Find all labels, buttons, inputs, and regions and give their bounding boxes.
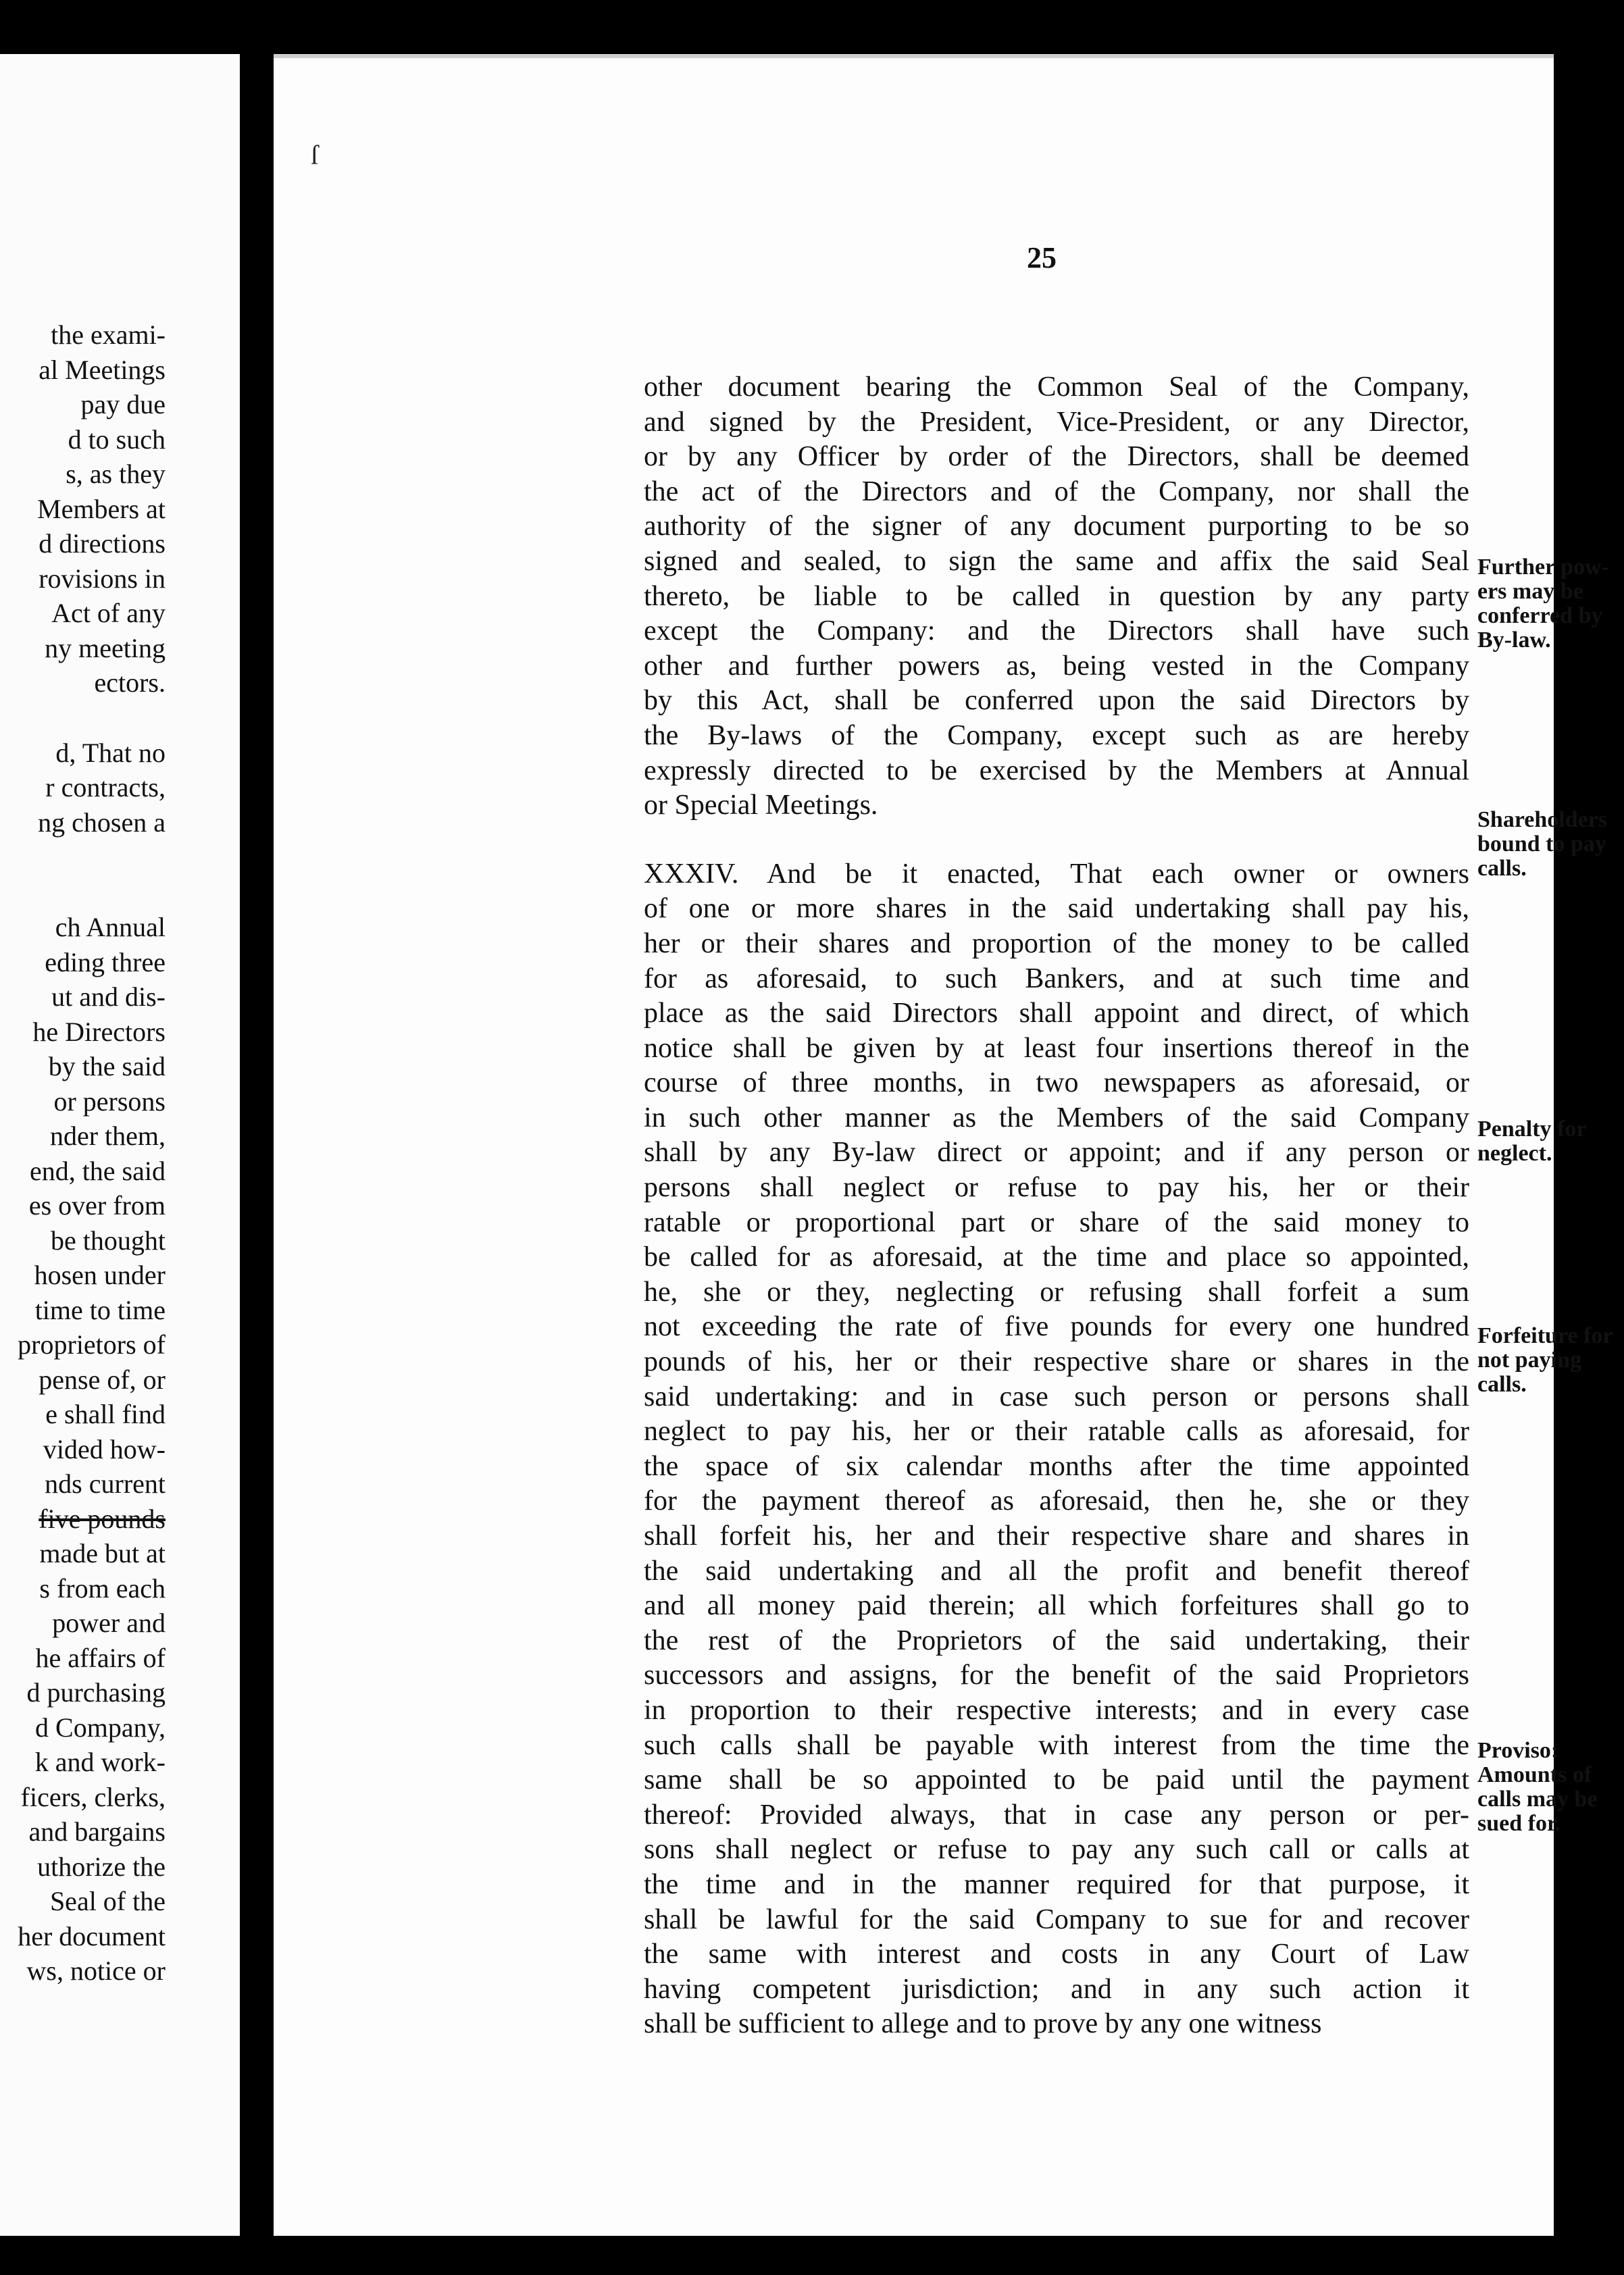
- book-gutter: [240, 54, 274, 2236]
- text-line: except the Company: and the Directors shall have such: [644, 615, 1469, 647]
- fragment-line: r contracts,: [45, 772, 166, 802]
- fragment-line: the exami-: [51, 319, 166, 350]
- text-line: or Special Meetings.: [644, 790, 878, 821]
- fragment-line: by the said: [48, 1051, 166, 1081]
- text-line: signed and sealed, to sign the same and affix the said Seal: [644, 545, 1469, 577]
- margin-note-line: calls may be: [1477, 1787, 1598, 1812]
- margin-note-line: Penalty for: [1477, 1117, 1587, 1142]
- fragment-line: eding three: [45, 946, 166, 977]
- text-line: other document bearing the Common Seal of the Company,: [644, 372, 1469, 403]
- fragment-line: nds current: [45, 1468, 166, 1499]
- margin-note-line: calls.: [1477, 1372, 1527, 1397]
- text-line: and all money paid therein; all which forfeitures shall go to: [644, 1590, 1469, 1622]
- text-line: in proportion to their respective interests; and in every case: [644, 1694, 1469, 1726]
- text-line: same shall be so appointed to be paid until the payment: [644, 1764, 1469, 1796]
- margin-note-line: neglect.: [1477, 1141, 1552, 1166]
- text-line: shall by any By-law direct or appoint; and if any person or: [644, 1137, 1469, 1169]
- fragment-line: ficers, clerks,: [20, 1781, 166, 1812]
- text-line: for the payment thereof as aforesaid, then he, she or they: [644, 1485, 1469, 1517]
- text-line: expressly directed to be exercised by the Members at Annual: [644, 755, 1469, 786]
- margin-note-line: Forfeiture for: [1477, 1323, 1613, 1348]
- fragment-line: d purchasing: [26, 1677, 166, 1708]
- fragment-line: proprietors of: [18, 1329, 166, 1360]
- text-line: not exceeding the rate of five pounds for every one hundred: [644, 1311, 1469, 1343]
- text-line: and signed by the President, Vice-President, or any Director,: [644, 406, 1469, 438]
- note-forfeiture: [1477, 1324, 1613, 1397]
- fragment-line: ng chosen a: [38, 807, 166, 838]
- fragment-line: hosen under: [34, 1260, 166, 1290]
- note-further-powers: [1477, 555, 1609, 653]
- text-line: other and further powers as, being vested in the Company: [644, 650, 1469, 682]
- text-line: thereof: Provided always, that in case any person or per-: [644, 1799, 1469, 1831]
- margin-note-line: Proviso:: [1477, 1738, 1559, 1763]
- text-line: the same with interest and costs in any Court of Law: [644, 1939, 1469, 1970]
- fragment-line: power and: [52, 1608, 166, 1638]
- fragment-line: vided how-: [43, 1433, 166, 1464]
- margin-note-line: Amounts of: [1477, 1762, 1592, 1787]
- fragment-line: ny meeting: [45, 632, 166, 663]
- text-line: place as the said Directors shall appoint and direct, of which: [644, 998, 1469, 1029]
- fragment-line: s, as they: [66, 459, 166, 489]
- fragment-line: e shall find: [45, 1399, 166, 1429]
- fragment-line: d Company,: [35, 1712, 166, 1743]
- text-line: of one or more shares in the said undertaking shall pay his,: [644, 893, 1469, 925]
- fragment-line: al Meetings: [39, 354, 166, 385]
- fragment-line: ut and dis-: [51, 981, 166, 1012]
- text-line: XXXIV. And be it enacted, That each owner or owners: [644, 858, 1469, 890]
- fragment-line: ws, notice or: [26, 1956, 166, 1986]
- fragment-line: be thought: [51, 1225, 166, 1256]
- margin-note-line: sued for.: [1477, 1811, 1561, 1836]
- fragment-line: d, That no: [55, 737, 166, 768]
- fragment-line: or persons: [53, 1085, 166, 1117]
- text-line: thereto, be liable to be called in question by any party: [644, 580, 1469, 612]
- fragment-line: es over from: [28, 1190, 166, 1221]
- text-line: ratable or proportional part or share of the said money to: [644, 1206, 1469, 1238]
- text-line: shall be lawful for the said Company to sue for and recover: [644, 1903, 1469, 1935]
- paragraph-1: [644, 370, 1469, 823]
- text-line: pounds of his, her or their respective share or shares in the: [644, 1346, 1469, 1378]
- fragment-line: ch Annual: [55, 912, 166, 942]
- fragment-line: k and work-: [34, 1747, 166, 1777]
- fragment-line: time to time: [34, 1294, 166, 1325]
- text-line: the time and in the manner required for that purpose, it: [644, 1868, 1469, 1900]
- fragment-line: he Directors: [32, 1016, 166, 1047]
- margin-note-line: By-law.: [1477, 628, 1551, 653]
- fragment-line: he affairs of: [35, 1642, 166, 1673]
- text-line: the said undertaking and all the profit and benefit thereof: [644, 1555, 1469, 1587]
- text-line: said undertaking: and in case such person or persons shall: [644, 1381, 1469, 1412]
- note-shareholders: [1477, 808, 1607, 881]
- text-line: by this Act, shall be conferred upon the said Directors by: [644, 685, 1469, 717]
- margin-note-line: conferred by: [1477, 603, 1603, 628]
- fragment-line: her document: [18, 1920, 166, 1951]
- fragment-line: nder them,: [49, 1121, 166, 1151]
- text-line: or by any Officer by order of the Directors, shall be deemed: [644, 441, 1469, 473]
- text-line: notice shall be given by at least four insertions thereof in the: [644, 1032, 1469, 1064]
- margin-note-line: bound to pay: [1477, 832, 1606, 857]
- margin-note-line: Further pow-: [1477, 555, 1609, 580]
- text-line: neglect to pay his, her or their ratable calls as aforesaid, for: [644, 1416, 1469, 1448]
- fragment-line: pay due: [80, 389, 166, 419]
- text-line: course of three months, in two newspapers as aforesaid, or: [644, 1067, 1469, 1099]
- previous-page-fragment: [0, 54, 240, 2236]
- text-line: having competent jurisdiction; and in any such action it: [644, 1973, 1469, 2005]
- fragment-line: Act of any: [51, 598, 166, 628]
- note-penalty: [1477, 1117, 1586, 1166]
- body-text: [644, 370, 1469, 2042]
- margin-note-line: ers may be: [1477, 579, 1583, 604]
- paragraph-2: [644, 857, 1469, 2042]
- document-page: [274, 54, 1613, 2236]
- fragment-line: ectors.: [94, 667, 166, 698]
- text-line: shall forfeit his, her and their respective share and shares in: [644, 1520, 1469, 1552]
- text-line: the space of six calendar months after the time appointed: [644, 1450, 1469, 1482]
- text-line: the act of the Directors and of the Company, nor shall the: [644, 476, 1469, 507]
- text-line: the By-laws of the Company, except such as are hereby: [644, 719, 1469, 751]
- fragment-line: d to such: [68, 424, 166, 455]
- fragment-line: s from each: [39, 1573, 166, 1604]
- fragment-line: Members at: [37, 493, 166, 524]
- fragment-line: made but at: [39, 1538, 166, 1568]
- fragment-line: rovisions in: [39, 563, 166, 594]
- text-line: such calls shall be payable with interest from the time the: [644, 1729, 1469, 1761]
- page-number: 25: [1027, 241, 1057, 274]
- fragment-line: d directions: [39, 528, 166, 559]
- fragment-line: Seal of the: [49, 1886, 166, 1916]
- text-line: he, she or they, neglecting or refusing shall forfeit a sum: [644, 1276, 1469, 1308]
- text-line: successors and assigns, for the benefit of the said Proprietors: [644, 1660, 1469, 1691]
- text-line: her or their shares and proportion of the money to be called: [644, 927, 1469, 959]
- text-line: sons shall neglect or refuse to pay any such call or calls at: [644, 1834, 1469, 1866]
- margin-note-line: Shareholders: [1477, 807, 1608, 832]
- handwritten-mark: ſ: [311, 140, 319, 170]
- fragment-line: uthorize the: [37, 1851, 166, 1882]
- margin-note-line: not paying: [1477, 1348, 1581, 1373]
- previous-page-text: [18, 317, 166, 1989]
- fragment-line: end, the said: [29, 1155, 166, 1186]
- note-proviso: [1477, 1739, 1598, 1836]
- text-line: persons shall neglect or refuse to pay his, her or their: [644, 1172, 1469, 1204]
- fragment-line: pense of, or: [39, 1364, 166, 1395]
- text-line: shall be sufficient to allege and to prove by any one witness: [644, 2008, 1322, 2040]
- text-line: be called for as aforesaid, at the time and place so appointed,: [644, 1242, 1469, 1273]
- fragment-line: five pounds: [39, 1503, 166, 1534]
- fragment-line: and bargains: [28, 1816, 166, 1847]
- text-line: the rest of the Proprietors of the said undertaking, their: [644, 1625, 1469, 1656]
- text-line: authority of the signer of any document purporting to be so: [644, 511, 1469, 542]
- text-line: in such other manner as the Members of the said Company: [644, 1102, 1469, 1133]
- margin-note-line: calls.: [1477, 856, 1527, 881]
- text-line: for as aforesaid, to such Bankers, and at such time and: [644, 963, 1469, 994]
